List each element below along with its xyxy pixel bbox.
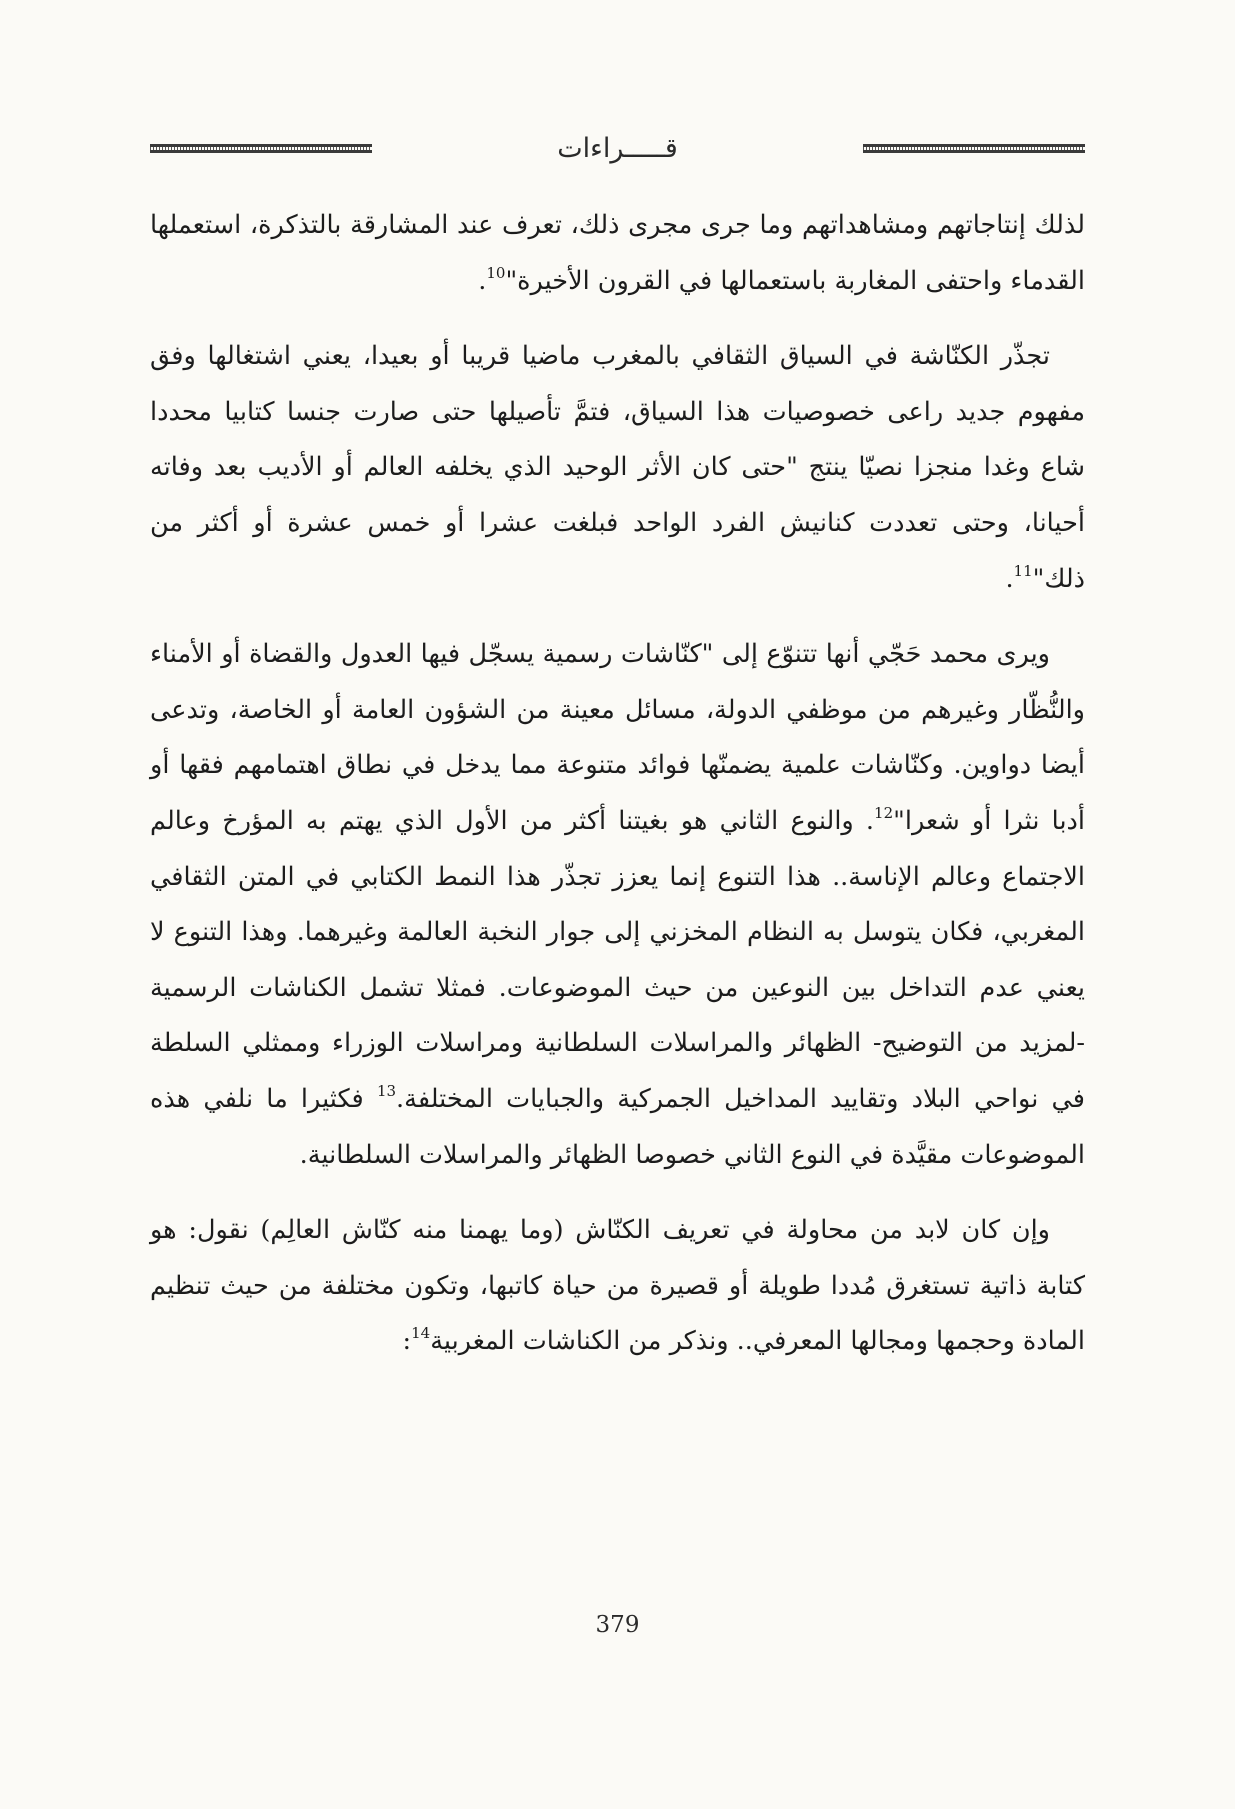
text-segment: لذلك إنتاجاتهم ومشاهداتهم وما جرى مجرى ذلك، تعرف عند المشارقة بالتذكرة، استعملها القدماء واحتفى المغاربة باستعمالها في القرون الأخيرة"	[150, 210, 1085, 296]
text-segment: ويرى محمد حَجّي أنها تتنوّع إلى "كنّاشات رسمية يسجّل فيها العدول والقضاة أو الأمناء والنُّظّار وغيرهم من موظفي الدولة، مسائل معينة من الشؤون العامة أو الخاصة، وتدعى أيضا دواوين. وكنّاشات علمية يضمنّها فوائد متنوعة مما يدخل في نطاق اهتمامهم فقها أو أدبا نثرا أو شعرا"	[150, 639, 1085, 836]
text-segment: :	[402, 1326, 412, 1357]
running-header	[150, 128, 1085, 168]
text-segment: فكثيرا ما نلفي هذه الموضوعات مقيَّدة في النوع الثاني خصوصا الظهائر والمراسلات السلطانية.	[150, 1083, 1085, 1170]
text-segment: وإن كان لابد من محاولة في تعريف الكنّاش (وما يهمنا منه كنّاش العالِم) نقول: هو كتابة ذاتية تستغرق مُددا طويلة أو قصيرة من حياة كاتبها، وتكون مختلفة من حيث تنظيم المادة وحجمها ومجالها المعرفي.. ونذكر من الكناشات المغربية	[150, 1215, 1085, 1357]
header-rule-left	[150, 144, 372, 153]
footnote-marker: 11	[1013, 561, 1033, 580]
footnote-marker: 13	[376, 1081, 397, 1100]
footnote-marker: 14	[411, 1324, 431, 1343]
body-text	[150, 198, 1085, 1370]
page-number: 379	[595, 1612, 640, 1638]
paragraph	[150, 329, 1085, 607]
text-segment: تجذّر الكنّاشة في السياق الثقافي بالمغرب ماضيا قريبا أو بعيدا، يعني اشتغالها وفق مفهوم جديد راعى خصوصيات هذا السياق، فتمَّ تأصيلها حتى صارت جنسا كتابيا محددا شاع وغدا منجزا نصيّا ينتج "حتى كان الأثر الوحيد الذي يخلفه العالم أو الأديب بعد وفاته أحيانا، وحتى تعددت كنانيش الفرد الواحد فبلغت عشرا أو خمس عشرة أو أكثر من ذلك"	[150, 341, 1085, 594]
text-segment: .	[478, 265, 487, 296]
footnote-marker: 12	[874, 803, 894, 822]
paragraph	[150, 627, 1085, 1183]
footnote-marker: 10	[486, 263, 506, 282]
header-rule-right	[863, 144, 1085, 153]
paragraph	[150, 1203, 1085, 1370]
text-segment: .	[1005, 563, 1014, 594]
paragraph	[150, 198, 1085, 309]
text-segment: . والنوع الثاني هو بغيتنا أكثر من الأول الذي يهتم به المؤرخ وعالم الاجتماع وعالم الإناسة.. هذا التنوع إنما يعزز تجذّر هذا النمط الكتابي في المتن الثقافي المغربي، فكان يتوسل به النظام المخزني إلى جوار النخبة العالمة وغيرهما. وهذا التنوع لا يعني عدم التداخل بين النوعين من حيث الموضوعات. فمثلا تشمل الكناشات الرسمية -لمزيد من التوضيح- الظهائر والمراسلات السلطانية ومراسلات الوزراء وممثلي السلطة في نواحي البلاد وتقاييد المداخيل الجمركية والجبايات المختلفة.	[150, 805, 1085, 1114]
running-title: قـــــراءات	[557, 132, 678, 164]
